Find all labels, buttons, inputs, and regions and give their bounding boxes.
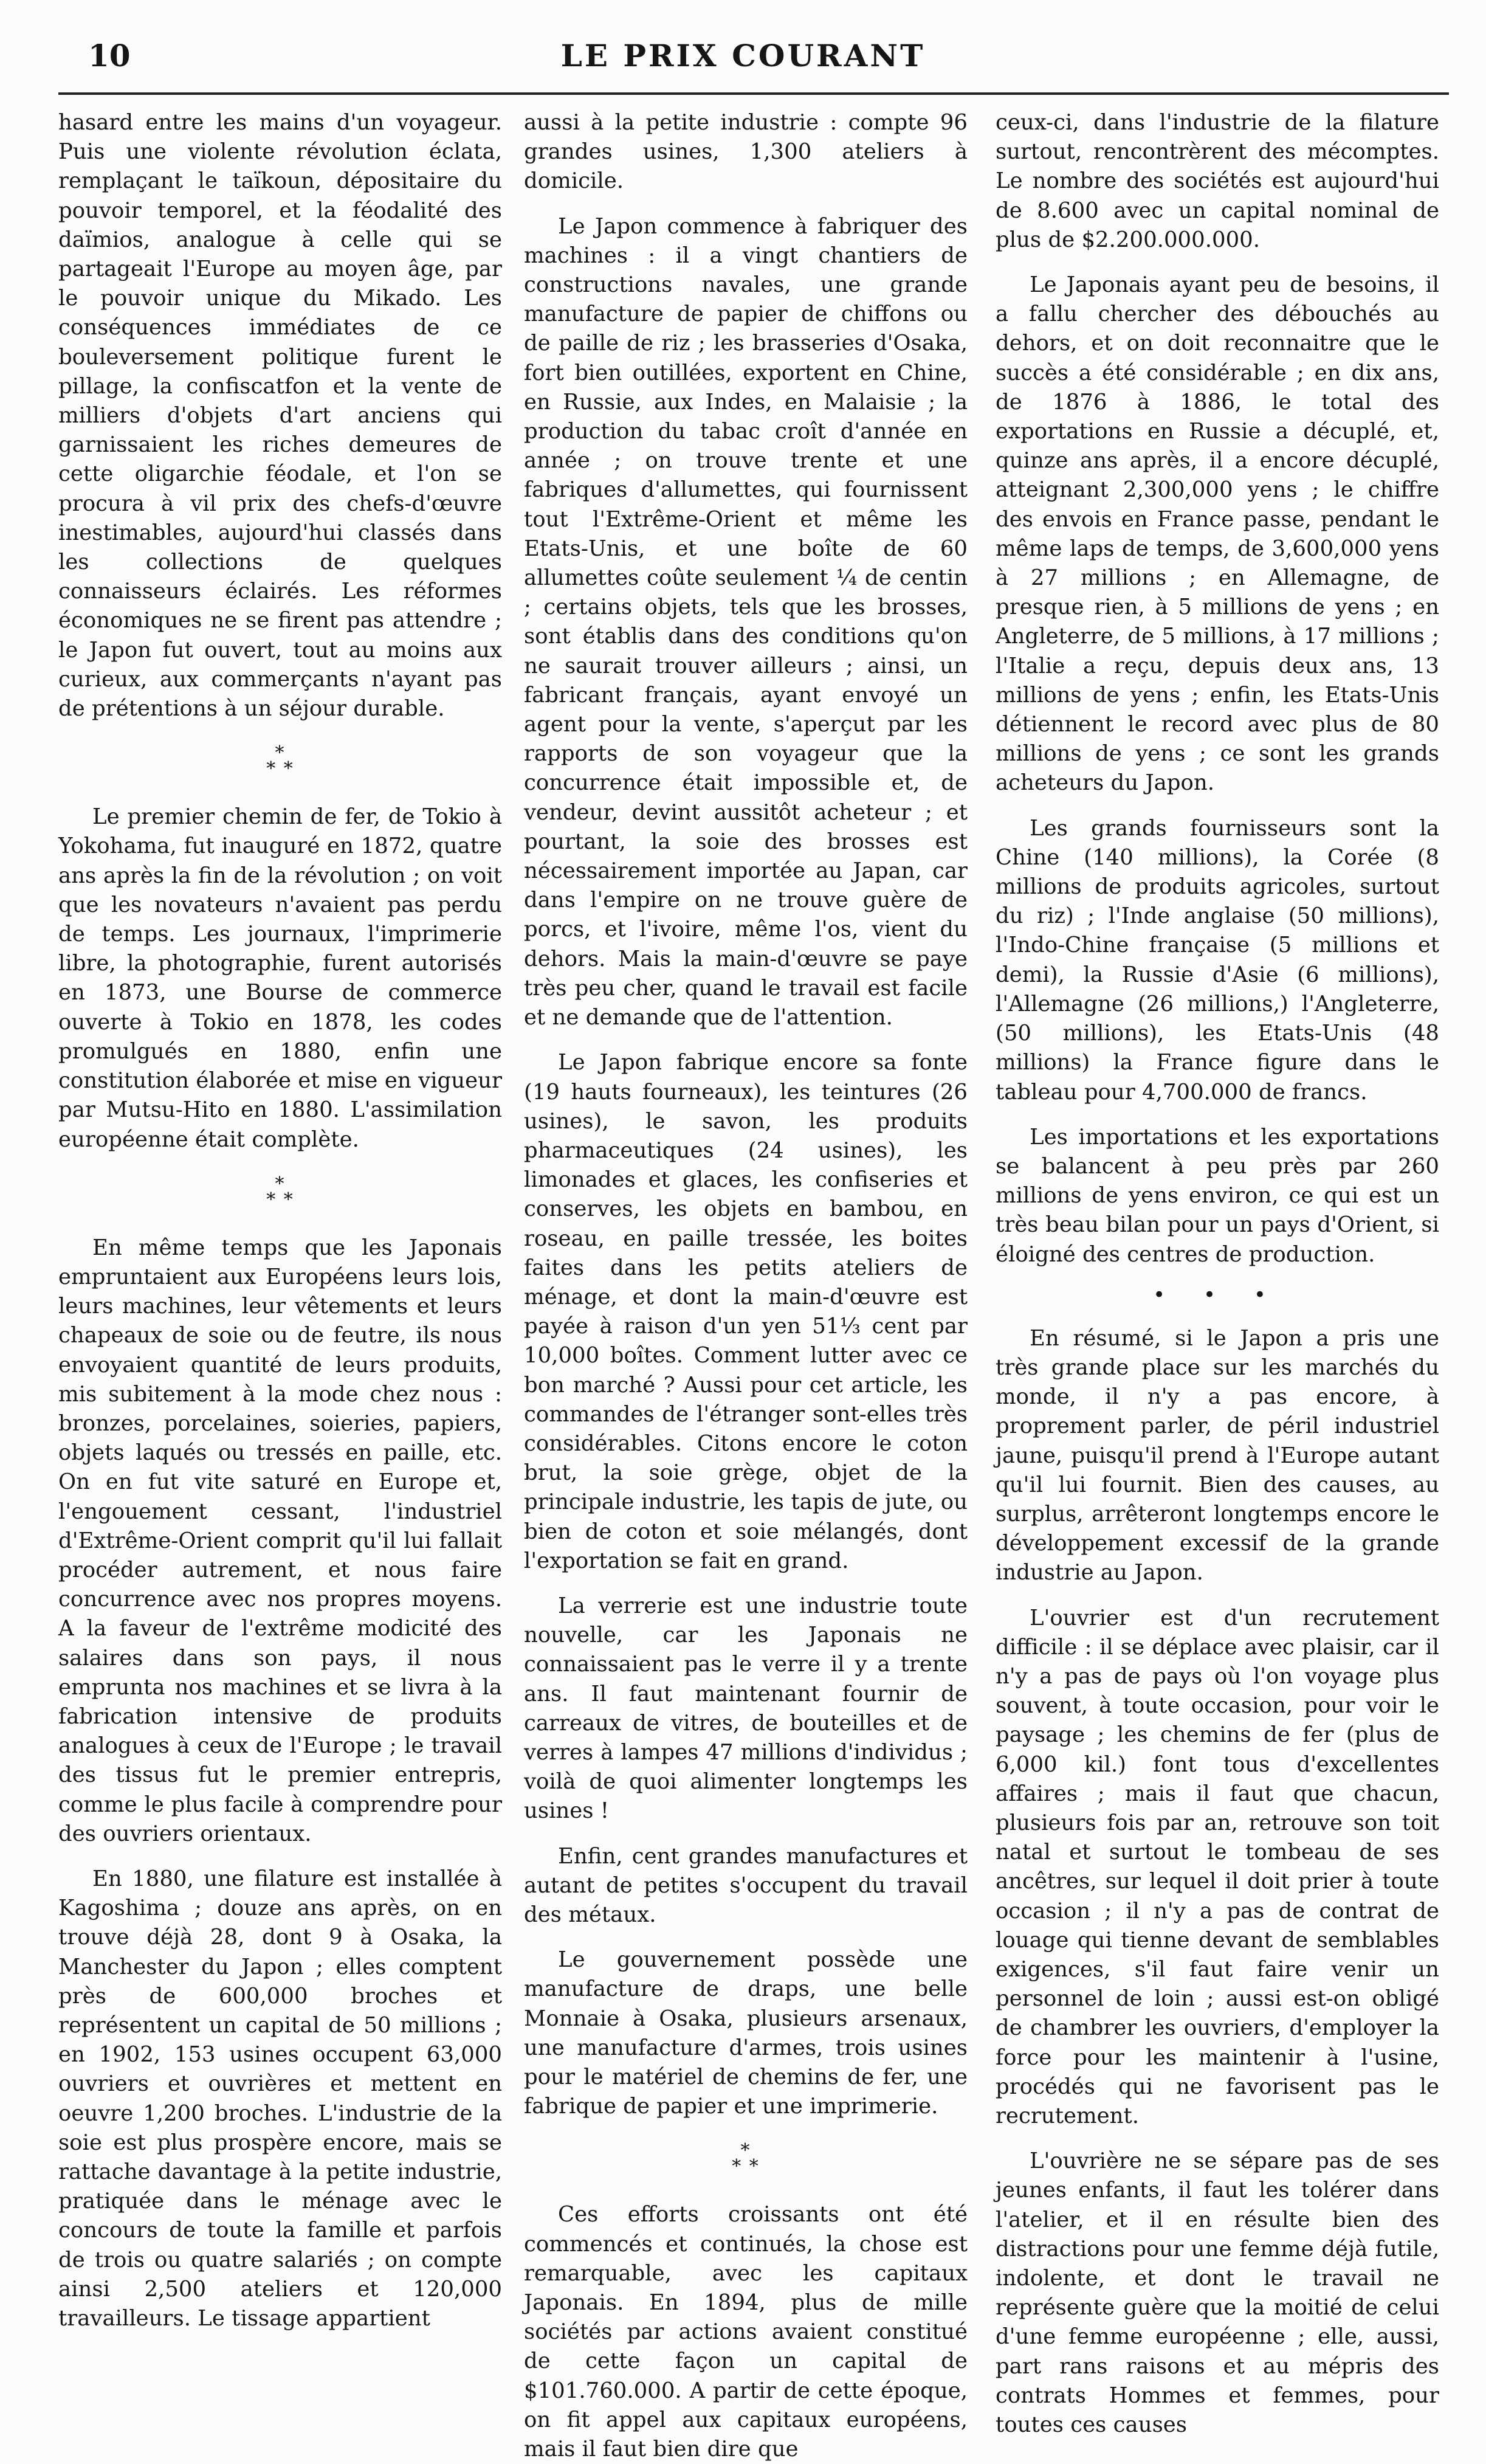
asterism-bottom: * * bbox=[266, 1189, 294, 1210]
page-number: 10 bbox=[88, 38, 131, 74]
asterism-bottom: * * bbox=[266, 758, 294, 780]
header-rule bbox=[58, 92, 1449, 95]
paragraph: Enfin, cent grandes manufactures et autant de petites s'occupent du travail des métaux. bbox=[524, 1843, 968, 1927]
journal-title: LE PRIX COURANT bbox=[560, 38, 926, 74]
asterism-separator bbox=[58, 742, 502, 780]
dots-separator: • • • bbox=[1153, 1282, 1282, 1307]
paragraph: Le Japon commence à fabriquer des machines : il a vingt chantiers de constructions navales, une grande manufacture de papier de chiffons ou de paille de riz ; les brasseries d'Osaka, fort bien outillées, exportent en Chine, en Russie, aux Indes, en Malaisie ; la production du tabac croît d'année en année ; on trouve trente et une fabriques d'allumettes, qui fournissent tout l'Extrême-Orient et même les Etats-Unis, et une boîte de 60 allumettes coûte seulement ¼ de centin ; certains objets, tels que les brosses, sont établis dans des conditions qu'on ne saurait trouver ailleurs ; ainsi, un fabricant français, ayant envoyé un agent pour la vente, s'aperçut par les rapports de son voyageur que la concurrence était impossible et, de vendeur, devint aussitôt acheteur ; et pourtant, la soie des brosses est nécessairement importée au Japan, car dans l'empire on ne trouve guère de porcs, et l'ivoire, même l'os, vient du dehors. Mais la main-d'œuvre se paye très peu cher, quand le travail est facile et ne demande que de l'attention. bbox=[524, 213, 968, 1030]
text-column-3 bbox=[996, 108, 1439, 2438]
paragraph: L'ouvrier est d'un recrutement difficile : il se déplace avec plaisir, car il n'y a pas de pays où l'on voyage plus souvent, à toute occasion, pour voir le paysage ; les chemins de fer (plus de 6,000 kil.) font tous d'excellentes affaires ; mais il faut que chacun, plusieurs fois par an, retrouve son toit natal et surtout le tombeau de ses ancêtres, sur lequel il doit prier à toute occasion ; il n'y a pas de contrat de louage qui tienne devant de semblables exigences, s'il faut faire venir un personnel de loin ; aussi est-on obligé de chambrer les ouvriers, d'employer la force pour les maintenir à l'usine, procédés qui ne favorisent pas le recrutement. bbox=[996, 1605, 1439, 2128]
paragraph: Le gouvernement possède une manufacture de draps, une belle Monnaie à Osaka, plusieurs arsenaux, une manufacture d'armes, trois usines pour le matériel de chemins de fer, une fabrique de papier et une imprimerie. bbox=[524, 1947, 968, 2119]
paragraph: aussi à la petite industrie : compte 96 grandes usines, 1,300 ateliers à domicile. bbox=[524, 110, 968, 194]
paragraph: Ces efforts croissants ont été commencés et continués, la chose est remarquable, avec les capitaux Japonais. En 1894, plus de mille sociétés par actions avaient constitué de cette façon un capital de $101.760.000. A partir de cette époque, on fit appel aux capitaux européens, mais il faut bien dire que bbox=[524, 2202, 968, 2462]
paragraph: En résumé, si le Japon a pris une très grande place sur les marchés du monde, il n'y a pas encore, à proprement parler, de péril industriel jaune, puisqu'il prend à l'Europe autant qu'il lui fournit. Bien des causes, au surplus, arrêteront longtemps encore le développement excessif de la grande industrie au Japon. bbox=[996, 1325, 1439, 1586]
paragraph: En 1880, une filature est installée à Kagoshima ; douze ans après, on en trouve déjà 28, dont 9 à Osaka, la Manchester du Japon ; elles comptent près de 600,000 broches et représentent un capital de 50 millions ; en 1902, 153 usines occupent 63,000 ouvriers et ouvrières et mettent en oeuvre 1,200 broches. L'industrie de la soie est plus prospère encore, mais se rattache davantage à la petite industrie, pratiquée dans le ménage avec le concours de toute la famille et parfois de trois ou quatre salariés ; on compte ainsi 2,500 ateliers et 120,000 travailleurs. Le tissage appartient bbox=[58, 1866, 502, 2331]
asterism-separator bbox=[58, 1173, 502, 1210]
paragraph: Les importations et les exportations se balancent à peu près par 260 millions de yens environ, ce qui est un très beau bilan pour un pays d'Orient, si éloigné des centres de production. bbox=[996, 1124, 1439, 1267]
paragraph: Le Japonais ayant peu de besoins, il a fallu chercher des débouchés au dehors, et on doit reconnaitre que le succès a été considérable ; en dix ans, de 1876 à 1886, le total des exportations en Russie a décuplé, et, quinze ans après, il a encore décuplé, atteignant 2,300,000 yens ; le chiffre des envois en France passe, pendant le même laps de temps, de 3,600,000 yens à 27 millions ; en Allemagne, de presque rien, à 5 millions de yens ; en Angleterre, de 5 millions, à 17 millions ; l'Italie a reçu, depuis deux ans, 13 millions de yens ; enfin, les Etats-Unis détiennent le record avec plus de 80 millions de yens ; ce sont les grands acheteurs du Japon. bbox=[996, 272, 1439, 796]
paragraph: ceux-ci, dans l'industrie de la filature surtout, rencontrèrent des mécomptes. Le nombre des sociétés est aujourd'hui de 8.600 avec un capital nominal de plus de $2.200.000.000. bbox=[996, 110, 1439, 252]
asterism-top: * bbox=[740, 2140, 751, 2162]
text-column-1 bbox=[58, 108, 502, 2331]
paragraph: Les grands fournisseurs sont la Chine (140 millions), la Corée (8 millions de produits agricoles, surtout du riz) ; l'Inde anglaise (50 millions), l'Indo-Chine française (5 millions et demi), la Russie d'Asie (6 millions), l'Allemagne (26 millions,) l'Angleterre, (50 millions), les Etats-Unis (48 millions) la France figure dans le tableau pour 4,700.000 de francs. bbox=[996, 815, 1439, 1105]
paragraph: Le premier chemin de fer, de Tokio à Yokohama, fut inauguré en 1872, quatre ans après la fin de la révolution ; on voit que les novateurs n'avaient pas perdu de temps. Les journaux, l'imprimerie libre, la photographie, furent autorisés en 1873, une Bourse de commerce ouverte à Tokio en 1878, les codes promulgués en 1880, enfin une constitution élaborée et mise en vigueur par Mutsu-Hito en 1880. L'assimilation européenne était complète. bbox=[58, 804, 502, 1152]
paragraph: L'ouvrière ne se sépare pas de ses jeunes enfants, il faut les tolérer dans l'atelier, et il en résulte bien des distractions pour une femme déjà futile, indolente, et dont le travail ne représente guère que la moitié de celui d'une femme européenne ; elle, aussi, part rans raisons et au mépris des contrats Hommes et femmes, pour toutes ces causes bbox=[996, 2148, 1439, 2438]
asterism-top: * bbox=[275, 742, 286, 764]
asterism-bottom: * * bbox=[732, 2156, 760, 2178]
paragraph: Le Japon fabrique encore sa fonte (19 hauts fourneaux), les teintures (26 usines), le savon, les produits pharmaceutiques (24 usines), les limonades et glaces, les confiseries et conserves, les objets en bambou, en roseau, en paille tressée, les boites faites dans les petits ateliers de ménage, et dont la main-d'œuvre est payée à raison d'un yen 51⅓ cent par 10,000 boîtes. Comment lutter avec ce bon marché ? Aussi pour cet article, les commandes de l'étranger sont-elles très considérables. Citons encore le coton brut, la soie grège, objet de la principale industrie, les tapis de jute, ou bien de coton et soie mélangés, dont l'exportation se fait en grand. bbox=[524, 1050, 968, 1573]
paragraph: La verrerie est une industrie toute nouvelle, car les Japonais ne connaissaient pas le verre il y a trente ans. Il faut maintenant fournir de carreaux de vitres, de bouteilles et de verres à lampes 47 millions d'individus ; voilà de quoi alimenter longtemps les usines ! bbox=[524, 1593, 968, 1824]
paragraph: hasard entre les mains d'un voyageur. Puis une violente révolution éclata, remplaçant le taïkoun, dépositaire du pouvoir temporel, et la féodalité des daïmios, analogue à celle qui se partageait l'Europe au moyen âge, par le pouvoir unique du Mikado. Les conséquences immédiates de ce bouleversement politique furent le pillage, la confiscatfon et la vente de milliers d'objets d'art anciens qui garnissaient les riches demeures de cette oligarchie féodale, et l'on se procura à vil prix des chefs-d'œuvre inestimables, aujourd'hui classés dans les collections de quelques connaisseurs éclairés. Les réformes économiques ne se firent pas attendre ; le Japon fut ouvert, tout au moins aux curieux, aux commerçants n'ayant pas de prétentions à un séjour durable. bbox=[58, 110, 502, 722]
text-column-2 bbox=[524, 108, 968, 2462]
paragraph: En même temps que les Japonais empruntaient aux Européens leurs lois, leurs machines, leur vêtements et leurs chapeaux de soie ou de feutre, ils nous envoyaient quantité de leurs produits, mis subitement à la mode chez nous : bronzes, porcelaines, soieries, papiers, objets laqués ou tressés en paille, etc. On en fut vite saturé en Europe et, l'engouement cessant, l'industriel d'Extrême-Orient comprit qu'il lui fallait procéder autrement, et nous faire concurrence avec nos propres moyens. A la faveur de l'extrême modicité des salaires dans son pays, il nous emprunta nos machines et se livra à la fabrication intensive de produits analogues à ceux de l'Europe ; le travail des tissus fut le premier entrepris, comme le plus facile à comprendre pour des ouvriers orientaux. bbox=[58, 1235, 502, 1846]
asterism-separator bbox=[524, 2140, 968, 2178]
asterism-top: * bbox=[275, 1173, 286, 1195]
